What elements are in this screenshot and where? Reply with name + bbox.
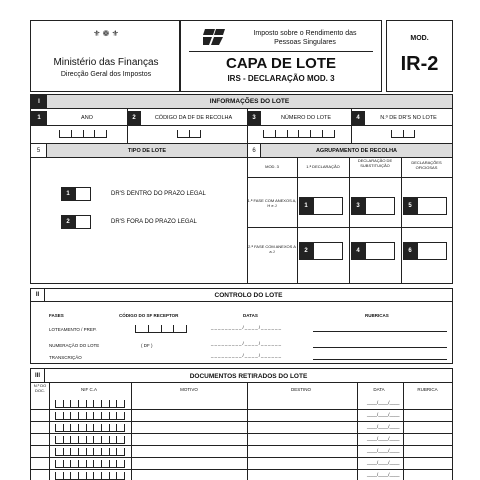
agrup-row-2-label: 2.ª FASE COM ANEXOS A a J [248,244,296,254]
rubrica-line-2[interactable] [313,347,447,348]
doc-date-input[interactable]: ____/____/____ [367,424,400,429]
field-2-num: 2 [127,111,141,125]
docs-header-data: DATA [373,387,385,392]
section2-roman: II [31,289,45,302]
section-info-lote [30,94,453,284]
title-divider [189,51,373,52]
tipo-option-2-label: DR'S FORA DO PRAZO LEGAL [111,219,197,225]
agrup-header-ofic: DECLARAÇÕES OFICIOSAS [411,160,442,170]
tax-line-2: Pessoas Singulares [274,39,336,46]
field-ndrs-label: N.º DE DR'S NO LOTE [380,115,437,121]
section2-title: CONTROLO DO LOTE [214,292,283,299]
agrup-code-1: 1 [299,197,313,215]
agrup-box-5[interactable] [417,197,447,215]
doc-nif-input[interactable] [55,412,125,420]
docs-header-nif: NIF C.A [80,387,97,392]
fase-transcricao: TRANSCRIÇÃO [49,355,82,360]
section1-roman: I [31,95,47,109]
form-subtitle: IRS - DECLARAÇÃO MOD. 3 [227,74,335,83]
field-4-num: 4 [351,111,365,125]
mod-code: IR-2 [400,53,439,75]
df-code-input[interactable] [177,130,201,138]
lote-cover-form [30,20,455,480]
agrup-row-1-label: 1.ª FASE COM ANEXOS A, H e J [247,198,297,208]
rubrica-line-3[interactable] [313,359,447,360]
lote-number-input[interactable] [263,130,335,138]
doc-date-input[interactable]: ____/____/____ [367,472,400,477]
section3-title: DOCUMENTOS RETIRADOS DO LOTE [189,373,308,380]
agrup-box-2[interactable] [313,242,343,260]
section-documentos-retirados [30,368,453,480]
doc-nif-input[interactable] [55,436,125,444]
agrup-code-3: 3 [351,197,365,215]
field-ano-label: ANO [81,115,93,121]
control-header-datas: DATAS [243,313,258,318]
agrup-code-6: 6 [403,242,417,260]
agrup-header-1: 1.ª DECLARAÇÃO [306,164,340,169]
docs-header-rubrica: RUBRICA [417,387,438,392]
agrup-title: AGRUPAMENTO DE RECOLHA [315,148,398,154]
doc-nif-input[interactable] [55,424,125,432]
doc-nif-input[interactable] [55,460,125,468]
ndrs-input[interactable] [391,130,415,138]
field-3-num: 3 [247,111,261,125]
doc-nif-input[interactable] [55,472,125,480]
ano-input[interactable] [59,130,107,138]
mod-label: MOD. [410,35,429,42]
ministry-box [30,20,180,92]
field-df-label: CÓDIGO DA DF DE RECOLHA [154,115,233,121]
fase-loteamento: LOTEAMENTO / PREP. [49,327,97,332]
agrup-header-subst: DECLARAÇÃO DE SUBSTITUIÇÃO [357,158,393,168]
republic-emblem-icon: ⚜ ❁ ⚜ [93,29,119,38]
agrup-box-3[interactable] [365,197,395,215]
agrup-box-6[interactable] [417,242,447,260]
tipo-option-2-num: 2 [61,215,75,229]
sf-receptor-input[interactable] [135,325,187,333]
date-input-3[interactable]: _________/____/______ [211,353,283,358]
section1-title: INFORMAÇÕES DO LOTE [209,98,290,105]
tax-line-1: Imposto sobre o Rendimento das [253,30,357,37]
tax-logo-icon [203,27,225,47]
doc-date-input[interactable]: ____/____/____ [367,412,400,417]
agrup-code-4: 4 [351,242,365,260]
date-input-1[interactable]: _________/____/______ [211,325,283,330]
docs-header-num: N.º DO DOC. [33,383,47,393]
doc-nif-input[interactable] [55,448,125,456]
agrup-code-5: 5 [403,197,417,215]
tipo-option-1-checkbox[interactable] [75,187,91,201]
control-header-code: CÓDIGO DO SF RECEPTOR [119,313,179,318]
rubrica-line-1[interactable] [313,331,447,332]
section3-roman: III [31,369,45,383]
doc-row-separator [31,409,452,410]
doc-row-separator [31,457,452,458]
tipo-num: 5 [31,144,47,157]
control-header-fases: FASES [49,313,64,318]
field-lote-label: NÚMERO DO LOTE [280,115,332,121]
doc-date-input[interactable]: ____/____/____ [367,448,400,453]
title-box [180,20,382,92]
agrup-box-4[interactable] [365,242,395,260]
fase-numeracao-code: ( DF ) [141,343,153,348]
docs-header-destino: DESTINO [290,387,311,392]
docs-header-motivo: MOTIVO [180,387,198,392]
form-title: CAPA DE LOTE [225,55,336,72]
tipo-title: TIPO DE LOTE [127,148,167,154]
control-header-rubricas: RUBRICAS [365,313,389,318]
doc-row-separator [31,469,452,470]
agrup-code-2: 2 [299,242,313,260]
tipo-option-2-checkbox[interactable] [75,215,91,229]
doc-row-separator [31,433,452,434]
directorate-name: Direcção Geral dos Impostos [60,71,152,78]
doc-date-input[interactable]: ____/____/____ [367,400,400,405]
tipo-option-1-num: 1 [61,187,75,201]
ministry-name: Ministério das Finanças [53,57,159,68]
doc-date-input[interactable]: ____/____/____ [367,460,400,465]
agrup-header-mod: MOD. 3 [265,164,279,169]
mod-box [386,20,453,92]
field-1-num: 1 [31,111,47,125]
agrup-box-1[interactable] [313,197,343,215]
tipo-option-1-label: DR'S DENTRO DO PRAZO LEGAL [111,191,206,197]
fase-numeracao: NUMERAÇÃO DO LOTE [49,343,100,348]
doc-row-separator [31,421,452,422]
doc-date-input[interactable]: ____/____/____ [367,436,400,441]
date-input-2[interactable]: _________/____/______ [211,341,283,346]
section-controlo-lote [30,288,453,364]
doc-nif-input[interactable] [55,400,125,408]
doc-row-separator [31,445,452,446]
agrup-num: 6 [247,144,261,157]
